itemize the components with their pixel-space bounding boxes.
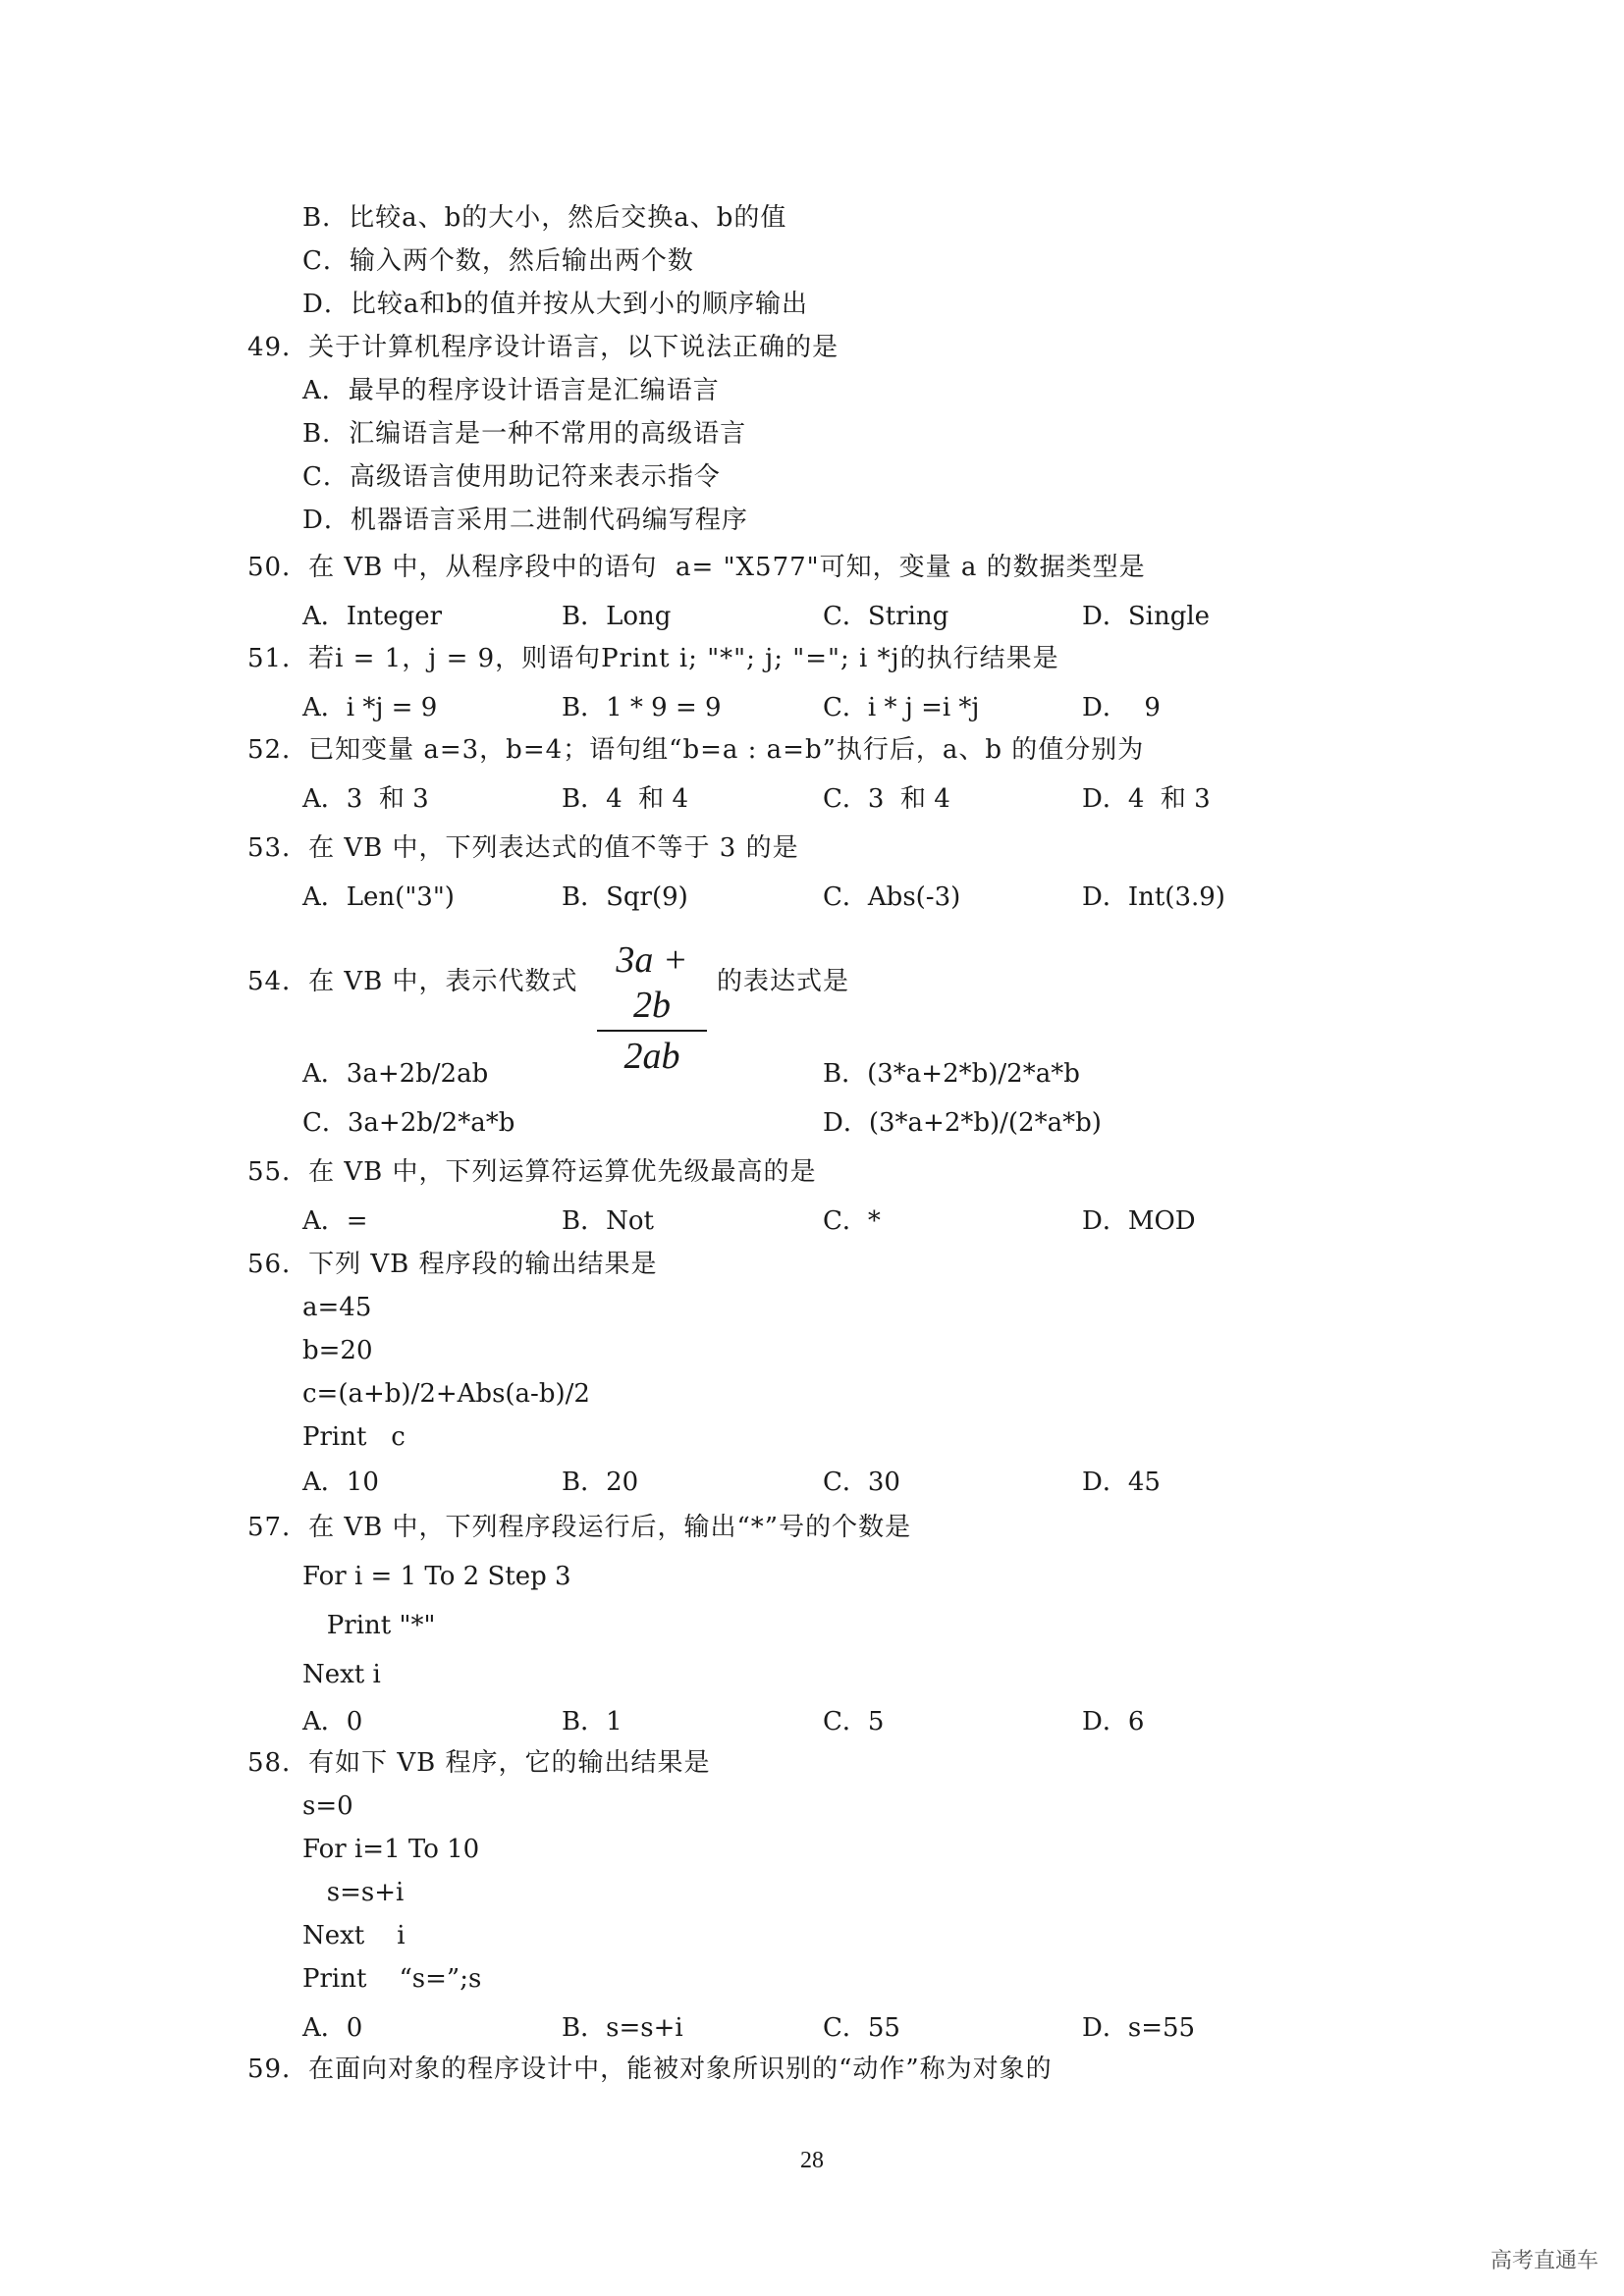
q57-option-b: B．1 [562,1707,623,1736]
q54-option-a: A．3a+2b/2ab [302,1059,489,1089]
page-number: 28 [800,2148,824,2173]
q58-option-b: B．s=s+i [562,2013,683,2043]
q56-option-a: A．10 [302,1468,379,1497]
q56-code-line: b=20 [302,1336,373,1365]
q49-option-a: A．最早的程序设计语言是汇编语言 [302,376,720,405]
q48-option-d: D．比较a和b的值并按从大到小的顺序输出 [302,290,808,319]
q54-denominator: 2ab [623,1036,680,1077]
q59-stem: 59．在面向对象的程序设计中，能被对象所识别的“动作”称为对象的 [247,2055,1053,2084]
q48-option-c: C．输入两个数，然后输出两个数 [302,246,694,276]
q52-option-b: B．4 和 4 [562,784,688,814]
q49-option-c: C．高级语言使用助记符来表示指令 [302,462,721,492]
q56-option-c: C．30 [823,1468,900,1497]
q58-code-line: Next i [302,1921,406,1950]
q51-option-a: A．i *j = 9 [302,693,438,722]
q50-option-d: D．Single [1082,602,1211,631]
q49-option-b: B．汇编语言是一种不常用的高级语言 [302,419,747,449]
q56-code-line: a=45 [302,1293,372,1322]
q57-option-c: C．5 [823,1707,885,1736]
q52-option-a: A．3 和 3 [302,784,429,814]
q54-stem-prefix: 54．在 VB 中，表示代数式 [247,967,578,996]
q53-option-b: B．Sqr(9) [562,882,688,912]
q56-option-b: B．20 [562,1468,639,1497]
q49-stem: 49．关于计算机程序设计语言，以下说法正确的是 [247,333,839,362]
q55-option-a: A．= [302,1206,368,1236]
q52-stem: 52．已知变量 a=3，b=4；语句组“b=a : a=b”执行后，a、b 的值分别为 [247,735,1145,765]
q53-option-d: D．Int(3.9) [1082,882,1225,912]
q52-option-d: D．4 和 3 [1082,784,1211,814]
q52-option-c: C．3 和 4 [823,784,950,814]
fraction-bar [597,1030,707,1032]
q56-option-d: D．45 [1082,1468,1161,1497]
q55-option-b: B．Not [562,1206,654,1236]
q49-option-d: D．机器语言采用二进制代码编写程序 [302,506,748,535]
q55-option-d: D．MOD [1082,1206,1196,1236]
q58-stem: 58．有如下 VB 程序，它的输出结果是 [247,1748,711,1778]
q53-option-a: A．Len("3") [302,882,455,912]
q50-stem: 50．在 VB 中，从程序段中的语句 a= "X577"可知，变量 a 的数据类型是 [247,553,1146,582]
q53-stem: 53．在 VB 中，下列表达式的值不等于 3 的是 [247,833,799,863]
q58-option-d: D．s=55 [1082,2013,1196,2043]
q50-option-c: C．String [823,602,949,631]
q58-option-a: A．0 [302,2013,363,2043]
q54-stem-suffix: 的表达式是 [717,967,850,996]
q51-stem: 51．若i = 1，j = 9，则语句Print i; "*"; j; "="; i *j的执行结果是 [247,644,1059,673]
q48-option-b: B．比较a、b的大小，然后交换a、b的值 [302,203,787,233]
q55-stem: 55．在 VB 中，下列运算符运算优先级最高的是 [247,1157,817,1187]
watermark: 高考直通车 [1489,2249,1598,2273]
q58-code-line: s=0 [302,1791,353,1821]
q53-option-c: C．Abs(-3) [823,882,961,912]
q51-option-d: D． 9 [1082,693,1161,722]
q58-code-line: For i=1 To 10 [302,1835,480,1864]
q58-code-line: s=s+i [302,1878,405,1907]
q57-stem: 57．在 VB 中，下列程序段运行后，输出“*”号的个数是 [247,1513,912,1542]
q56-code-line: Print c [302,1422,406,1452]
q54-fraction [593,937,711,1079]
q54-option-b: B．(3*a+2*b)/2*a*b [823,1059,1080,1089]
q51-option-c: C．i * j =i *j [823,693,980,722]
q55-option-c: C．* [823,1206,881,1236]
q57-code-line: Next i [302,1660,381,1689]
q51-option-b: B．1 * 9 = 9 [562,693,722,722]
q50-option-a: A．Integer [302,602,443,631]
q58-code-line: Print “s=”;s [302,1964,482,1994]
q57-option-d: D．6 [1082,1707,1145,1736]
q56-code-line: c=(a+b)/2+Abs(a-b)/2 [302,1379,590,1409]
q57-code-line: Print "*" [302,1611,436,1640]
q58-option-c: C．55 [823,2013,900,2043]
q54-option-d: D．(3*a+2*b)/(2*a*b) [823,1108,1102,1138]
q54-option-c: C．3a+2b/2*a*b [302,1108,515,1138]
q50-option-b: B．Long [562,602,672,631]
q57-code-line: For i = 1 To 2 Step 3 [302,1562,571,1591]
q57-option-a: A．0 [302,1707,363,1736]
q56-stem: 56．下列 VB 程序段的输出结果是 [247,1250,658,1279]
q54-numerator: 3a + 2b [616,939,688,1026]
